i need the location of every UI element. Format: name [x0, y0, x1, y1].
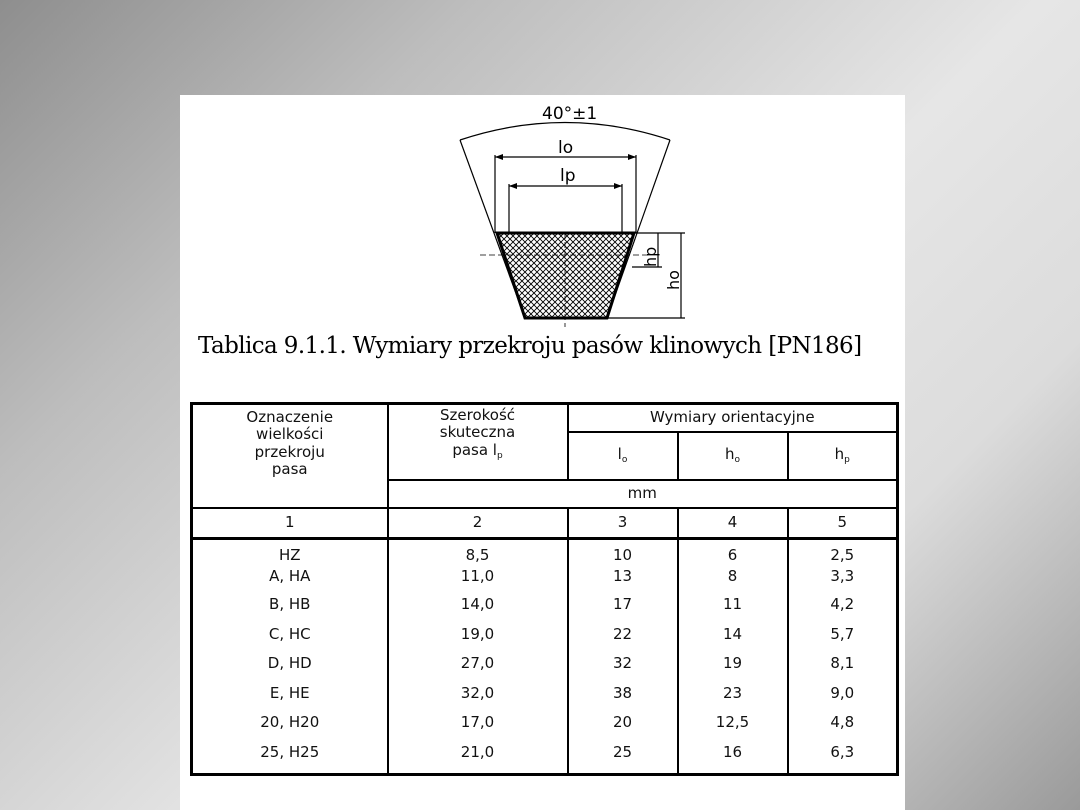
- table-cell: 12,5: [715, 713, 750, 731]
- table-cell: 4,2: [830, 595, 855, 613]
- table-cell: 9,0: [830, 683, 855, 702]
- table-cell: A, HA: [269, 567, 311, 585]
- col2-header: [388, 404, 568, 481]
- table-cell: 17,0: [460, 713, 495, 731]
- column-number: 1: [192, 508, 388, 539]
- document-sheet: [180, 95, 905, 810]
- hp-label: hp: [641, 246, 660, 267]
- table-cell: 25: [612, 742, 633, 761]
- body-column-5: [788, 539, 898, 775]
- table-cell: 16: [722, 742, 743, 761]
- col1-header-line: pasa: [271, 459, 308, 478]
- col2-header-line: skuteczna: [439, 423, 516, 442]
- belt-section: [497, 233, 634, 318]
- table-cell: 20, H20: [260, 713, 320, 731]
- table-cell: C, HC: [268, 624, 311, 643]
- body-column-1: [192, 539, 388, 775]
- table-cell: 6: [727, 546, 738, 564]
- table-cell: 8,1: [830, 654, 855, 672]
- table-cell: 14: [722, 624, 743, 643]
- table-body-row: [192, 539, 898, 775]
- column-number: 5: [788, 508, 898, 539]
- column-number: 4: [678, 508, 788, 539]
- subheader-hp: $h_p$: [788, 432, 898, 480]
- table-cell: 4,8: [830, 713, 855, 731]
- table-cell: 38: [612, 683, 633, 702]
- lo-label: lo: [558, 138, 574, 158]
- angle-label: 40°±1: [542, 104, 598, 124]
- body-column-2: [388, 539, 568, 775]
- table-cell: 3,3: [830, 567, 855, 585]
- col1-header-line: przekroju: [254, 442, 325, 461]
- table-cell: 6,3: [830, 742, 855, 761]
- table-cell: 17: [612, 595, 633, 613]
- subheader-ho: $h_o$: [678, 432, 788, 480]
- body-column-4: [678, 539, 788, 775]
- unit-cell: mm: [388, 480, 898, 508]
- table-cell: 21,0: [460, 742, 495, 761]
- ho-label: ho: [664, 270, 683, 290]
- table-cell: B, HB: [269, 595, 311, 613]
- column-number: 2: [388, 508, 568, 539]
- table-cell: 11,0: [460, 567, 495, 585]
- belt-dimensions-table: [190, 402, 899, 776]
- table-cell: 14,0: [460, 595, 495, 613]
- body-column-3: [568, 539, 678, 775]
- table-caption: Tablica 9.1.1. Wymiary przekroju pasów klinowych [PN186]: [198, 333, 862, 359]
- col1-header-line: Oznaczenie: [246, 408, 334, 426]
- table-cell: 2,5: [830, 546, 855, 564]
- table-cell: 32,0: [460, 683, 495, 702]
- table-cell: 27,0: [460, 654, 495, 672]
- column-number: 3: [568, 508, 678, 539]
- table-cell: E, HE: [269, 683, 310, 702]
- table-cell: 10: [612, 546, 633, 564]
- table-cell: D, HD: [267, 654, 312, 672]
- table-cell: HZ: [278, 546, 301, 564]
- col1-header: [192, 404, 388, 509]
- table-cell: 22: [612, 624, 633, 643]
- table-cell: 5,7: [830, 624, 855, 643]
- col2-header-line: Szerokość: [439, 406, 516, 424]
- table-cell: 32: [612, 654, 633, 672]
- table-cell: 11: [722, 595, 743, 613]
- table-cell: 20: [612, 713, 633, 731]
- lp-label: lp: [560, 166, 576, 186]
- table-cell: 25, H25: [260, 742, 320, 761]
- group-header: Wymiary orientacyjne: [568, 404, 898, 433]
- belt-cross-section-diagram: [180, 95, 905, 335]
- col1-header-line: wielkości: [256, 425, 324, 444]
- subheader-lo: $l_o$: [568, 432, 678, 480]
- col2-header-line: pasa $l_p$: [452, 440, 503, 461]
- table-cell: 13: [612, 567, 633, 585]
- table-cell: 23: [722, 683, 743, 702]
- table-cell: 19,0: [460, 624, 495, 643]
- table-cell: 19: [722, 654, 743, 672]
- table-cell: 8,5: [465, 546, 490, 564]
- table-cell: 8: [727, 567, 738, 585]
